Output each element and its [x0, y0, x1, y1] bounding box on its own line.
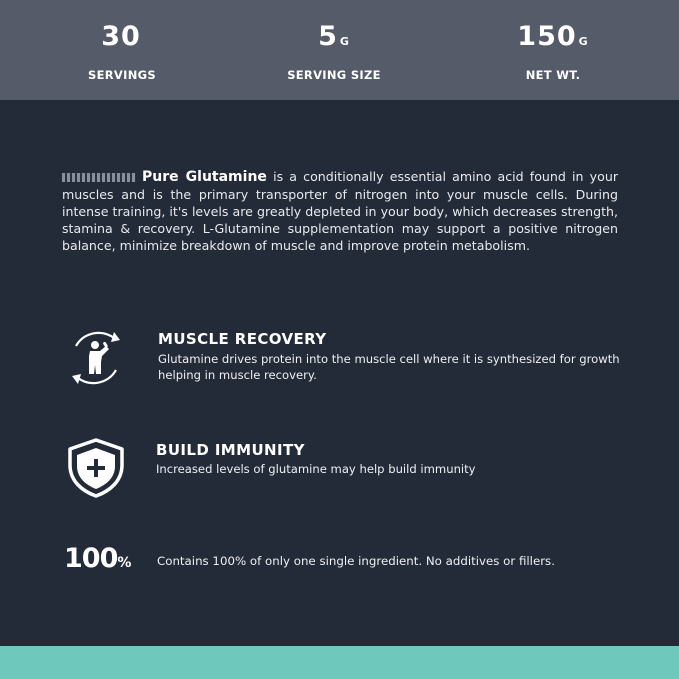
stat-servings	[22, 22, 222, 82]
feature-description: Glutamine drives protein into the muscle cell where it is synthesized for growth helping in muscle recovery.	[158, 352, 620, 382]
intro-paragraph	[62, 168, 618, 254]
feature-title: MUSCLE RECOVERY	[158, 330, 327, 348]
brand-logo-blurred	[62, 173, 136, 182]
stat-net-weight	[453, 22, 653, 82]
purity-description: Contains 100% of only one single ingredient. No additives or fillers.	[157, 554, 555, 568]
stat-value: 30	[101, 21, 141, 52]
stats-bar	[0, 0, 679, 100]
shield-plus-icon	[66, 437, 126, 503]
muscle-recovery-icon	[64, 326, 128, 394]
stat-serving-size	[234, 22, 434, 82]
intro-text: is a conditionally essential amino acid found in your muscles and is the primary transporter of nitrogen into your muscle cells. During intense training, it's levels are greatly depleted in your body, which decreases strength, stamina & recovery. L-Glutamine supplementation may support a positive nitrogen balance, minimize breakdown of muscle and improve protein metabolism.	[62, 169, 618, 253]
product-name: Pure Glutamine	[142, 169, 267, 185]
stat-label: SERVINGS	[88, 68, 156, 82]
stat-value: 150 G	[517, 21, 589, 52]
stat-label: NET WT.	[525, 68, 581, 82]
stat-value: 5 G	[318, 21, 350, 52]
feature-title: BUILD IMMUNITY	[156, 441, 305, 459]
stat-label: SERVING SIZE	[287, 68, 381, 82]
footer-band	[0, 646, 679, 679]
purity-badge: 100%	[64, 543, 132, 574]
feature-description: Increased levels of glutamine may help build immunity	[156, 462, 476, 476]
